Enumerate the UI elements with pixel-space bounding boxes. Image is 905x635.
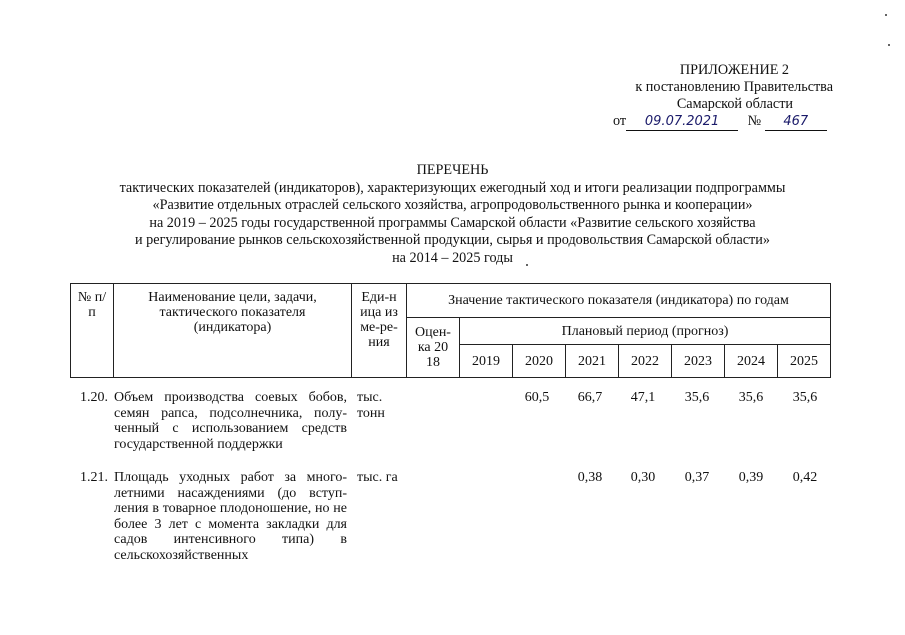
value-2025: 35,6 [792, 390, 818, 405]
appendix-line-1: к постановлению Правительства [635, 79, 833, 95]
value-2020: 60,5 [524, 390, 550, 405]
year-header: 2025 [778, 345, 831, 378]
title-line-4: и регулирование рынков сельскохозяйственной продукции, сырья и продовольствия Самарской области» [135, 232, 770, 249]
value-2023: 0,37 [684, 470, 710, 485]
value-2022: 0,30 [630, 470, 656, 485]
year-header: 2022 [619, 345, 672, 378]
value-2022: 47,1 [630, 390, 656, 405]
appendix-line-2: Самарской области [676, 96, 793, 112]
from-label: от [613, 113, 627, 129]
signature-line [613, 113, 833, 131]
title-line-5: на 2014 – 2025 годы [392, 249, 513, 266]
row-unit: тыс. га [357, 470, 398, 485]
row-name: Площадь уходных работ за много-летними насаждениями (до вступ-ления в товарное плодоношение, но не более 3 лет с момента закладки для садов интенсивного типа) в сельскохозяйственных [114, 470, 347, 563]
title-line-1: тактических показателей (индикаторов), характеризующих ежегодный ход и итоги реализации подпрограммы [119, 179, 786, 196]
appendix-block [603, 62, 833, 131]
scan-speck [526, 264, 528, 266]
value-2024: 0,39 [738, 470, 764, 485]
col-plan-header: Плановый период (прогноз) [460, 318, 831, 345]
row-name: Объем производства соевых бобов, семян рапса, подсолнечника, полу-ченный с использованием средств государственной поддержки [114, 390, 347, 452]
col-values-header: Значение тактического показателя (индикатора) по годам [407, 284, 831, 318]
number-label: № [747, 113, 762, 129]
handwritten-number: 467 [765, 113, 827, 131]
year-header: 2020 [513, 345, 566, 378]
title-heading: ПЕРЕЧЕНЬ [416, 162, 489, 178]
title-line-2: «Развитие отдельных отраслей сельского хозяйства, агропродовольственного рынка и кооперации» [152, 197, 753, 214]
value-2021: 66,7 [577, 390, 603, 405]
value-2025: 0,42 [792, 470, 818, 485]
year-header: 2019 [460, 345, 513, 378]
row-unit: тыс. тонн [357, 390, 385, 421]
value-2024: 35,6 [738, 390, 764, 405]
year-header: 2024 [725, 345, 778, 378]
year-header: 2021 [566, 345, 619, 378]
scan-speck [888, 44, 890, 46]
value-2023: 35,6 [684, 390, 710, 405]
col-estimate-header: Оцен-ка 2018 [407, 318, 460, 378]
scan-speck [885, 14, 887, 16]
value-2021: 0,38 [577, 470, 603, 485]
document-title [40, 162, 865, 268]
indicators-table-header [70, 283, 831, 378]
row-number: 1.20. [80, 390, 108, 405]
col-unit-header: Еди-ница изме-ре-ния [352, 284, 407, 378]
row-number: 1.21. [80, 470, 108, 485]
year-header: 2023 [672, 345, 725, 378]
appendix-title: ПРИЛОЖЕНИЕ 2 [679, 62, 789, 78]
handwritten-date: 09.07.2021 [626, 113, 738, 131]
col-name-header: Наименование цели, задачи, тактического показателя (индикатора) [114, 284, 352, 378]
col-number-header: № п/п [71, 284, 114, 378]
title-line-3: на 2019 – 2025 годы государственной программы Самарской области «Развитие сельского хозяйства [149, 214, 756, 231]
